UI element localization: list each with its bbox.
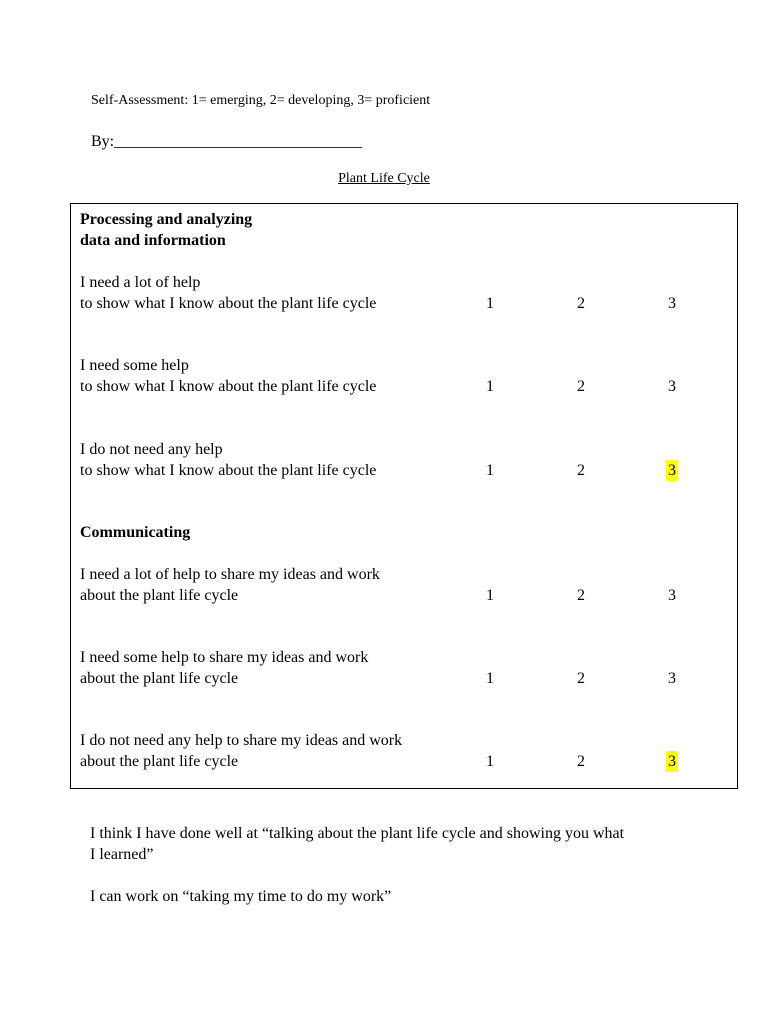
rating-option-2: 2 [577, 753, 585, 770]
rubric-statement-line2: about the plant life cycle [80, 670, 239, 687]
rating-option-1: 1 [486, 753, 494, 770]
rubric-statement-line1: I do not need any help [80, 441, 223, 458]
scale-legend: Self-Assessment: 1= emerging, 2= developing, 3= proficient [91, 93, 431, 108]
reflection-done-well-line2: I learned” [90, 846, 154, 863]
rating-option-2: 2 [577, 462, 585, 479]
name-line: By:_______________________________ [91, 133, 363, 150]
rating-option-2: 2 [577, 378, 585, 395]
rubric-statement-line1: I do not need any help to share my ideas and work [80, 732, 403, 749]
rubric-statement-line1: I need a lot of help to share my ideas and work [80, 566, 380, 583]
rubric-statement-line1: I need some help to share my ideas and work [80, 649, 369, 666]
rubric-statement-line2: about the plant life cycle [80, 753, 239, 770]
rubric-statement-line2: to show what I know about the plant life cycle [80, 378, 377, 395]
rubric-table [70, 203, 738, 789]
rating-option-1: 1 [486, 587, 494, 604]
rating-option-1: 1 [486, 378, 494, 395]
rating-option-3-selected: 3 [668, 753, 676, 770]
rubric-statement-line1: I need some help [80, 357, 189, 374]
reflection-work-on: I can work on “taking my time to do my work” [90, 888, 392, 905]
reflection-done-well-line1: I think I have done well at “talking about the plant life cycle and showing you what [90, 825, 625, 842]
rating-option-3: 3 [668, 295, 676, 312]
rating-option-2: 2 [577, 295, 585, 312]
section-title-processing: Processing and analyzing [80, 211, 253, 228]
rubric-statement-line2: to show what I know about the plant life cycle [80, 295, 377, 312]
rating-option-3: 3 [668, 587, 676, 604]
rating-option-1: 1 [486, 295, 494, 312]
rubric-statement-line2: about the plant life cycle [80, 587, 239, 604]
rating-option-3: 3 [668, 378, 676, 395]
rating-option-3: 3 [668, 670, 676, 687]
page-title: Plant Life Cycle [338, 171, 430, 186]
rating-option-1: 1 [486, 462, 494, 479]
section-title-processing-line2: data and information [80, 232, 226, 249]
rating-option-3-selected: 3 [668, 462, 676, 479]
rubric-statement-line1: I need a lot of help [80, 274, 201, 291]
rubric-statement-line2: to show what I know about the plant life cycle [80, 462, 377, 479]
section-title-communicating: Communicating [80, 524, 191, 541]
rating-option-2: 2 [577, 587, 585, 604]
rating-option-1: 1 [486, 670, 494, 687]
rating-option-2: 2 [577, 670, 585, 687]
